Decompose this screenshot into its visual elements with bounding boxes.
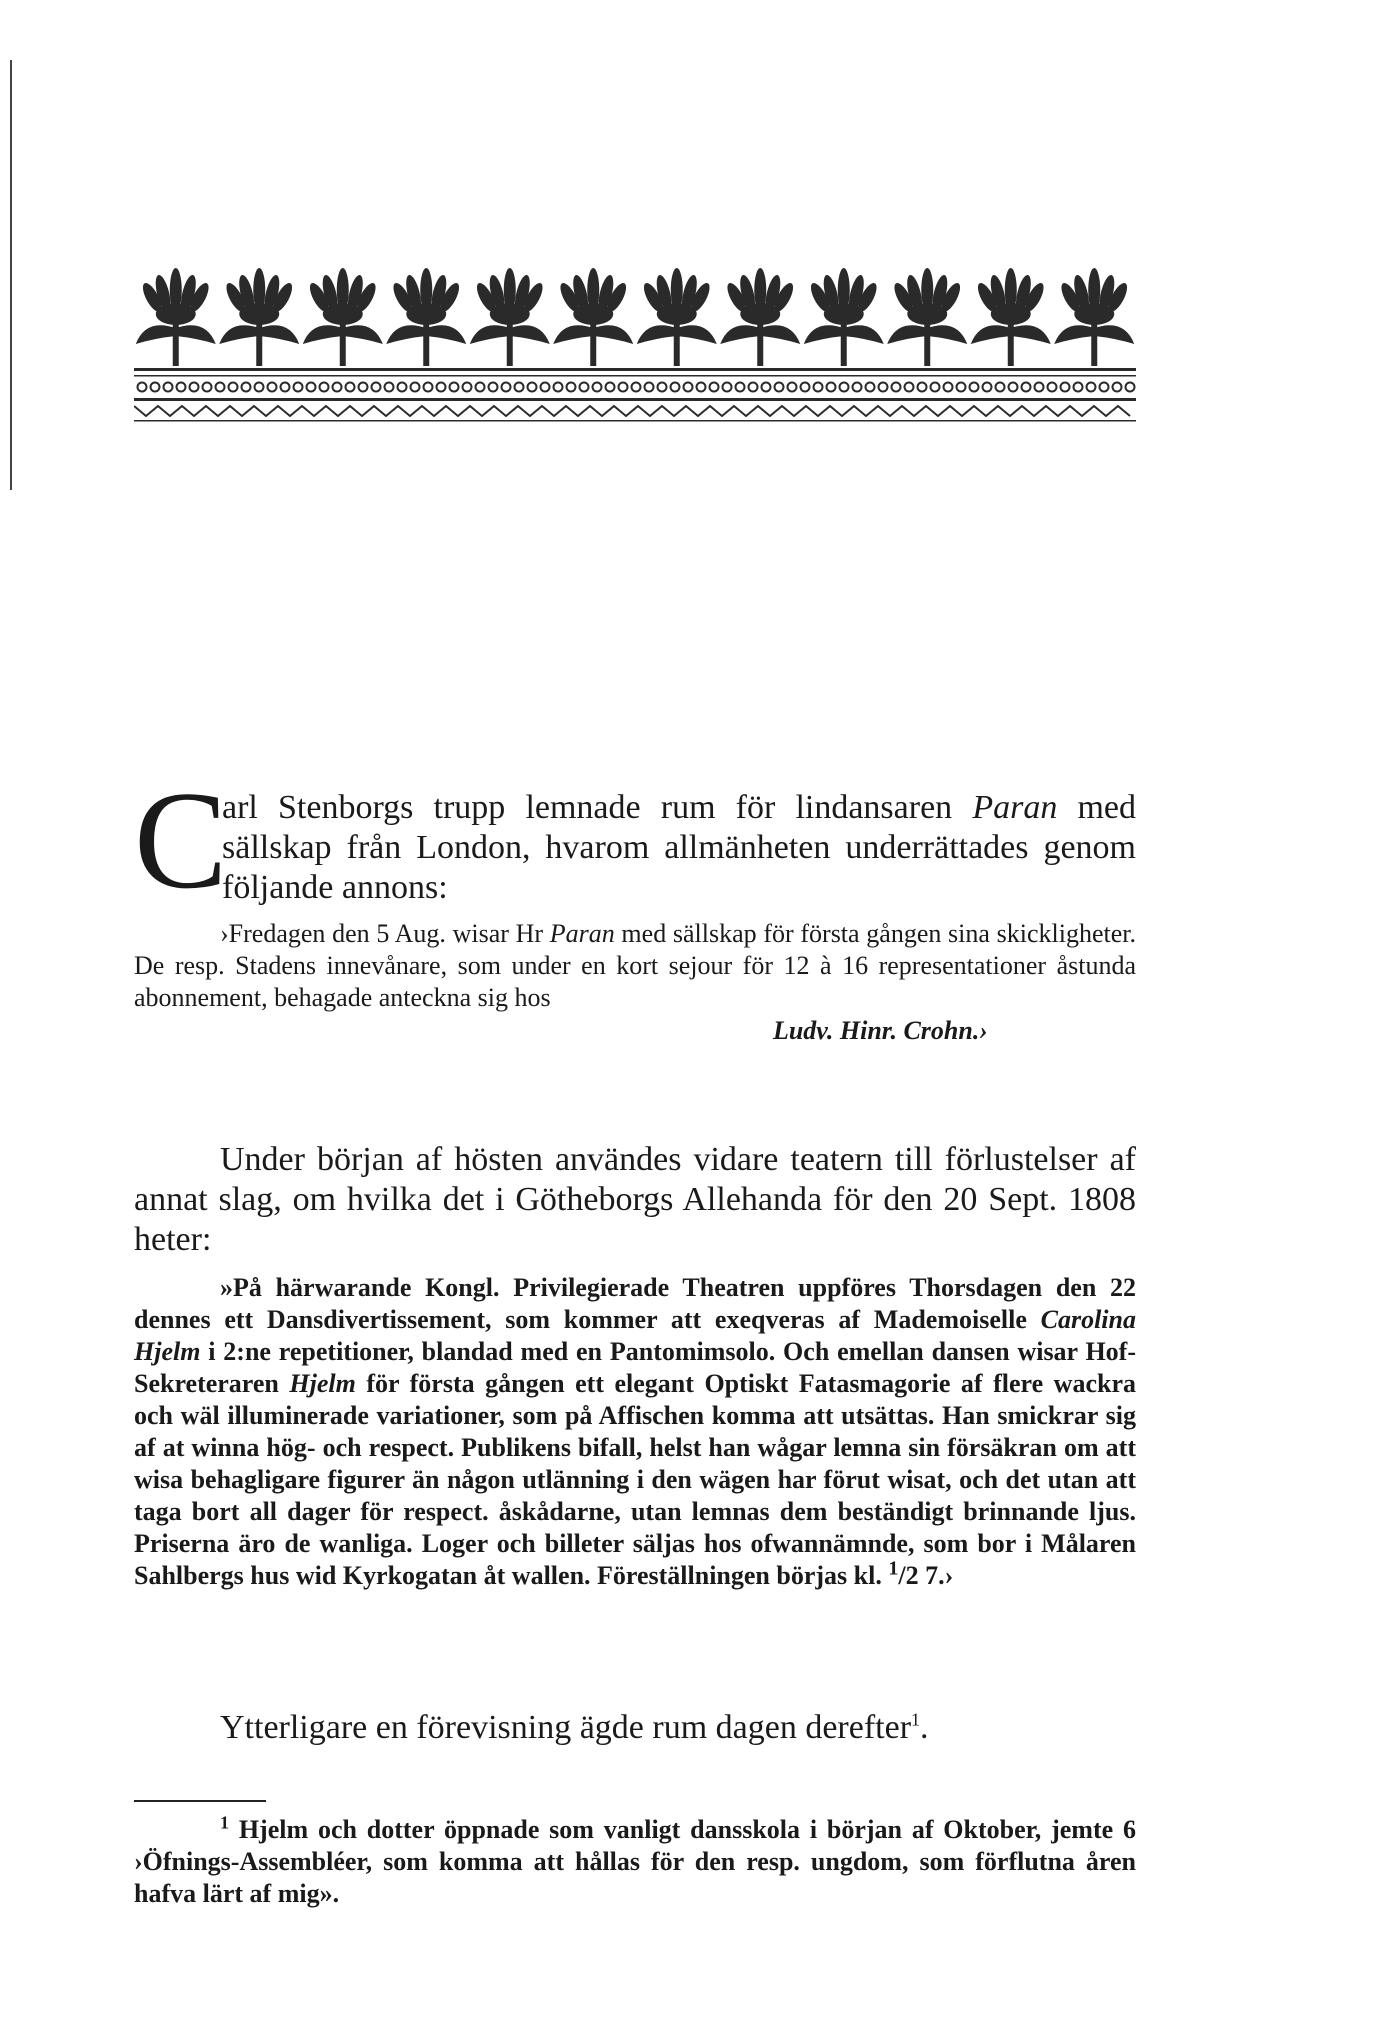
footnote: $^1$ Hjelm och dotter öppnade som vanligt dansskola i början af Oktober, jemte 6 ›Öfnings-Assembléer, som komma att hållas för den resp. ungdom, som förflutna åren hafva lärt af mig». [134, 1812, 1136, 1908]
flower-motif [887, 268, 967, 366]
flower-motif [386, 268, 466, 366]
flower-motif [637, 268, 717, 366]
flower-motif [303, 268, 383, 366]
flower-motif [470, 268, 550, 366]
footnote-reference[interactable]: 1 [911, 1709, 921, 1730]
name-paran-quote: Paran [549, 919, 615, 948]
name-carolina-hjelm: Carolina Hjelm [134, 1305, 1136, 1366]
flower-motif [971, 268, 1051, 366]
name-hjelm: Hjelm [289, 1369, 356, 1398]
flower-motif [1054, 268, 1134, 366]
paragraph-final: Ytterligare en förevisning ägde rum dagen derefter$^1$. [220, 1709, 929, 1746]
annons-signature: Ludv. Hinr. Crohn.› [772, 1016, 988, 1045]
flower-motif [804, 268, 884, 366]
flower-motif [720, 268, 800, 366]
footnote-mark: 1 [220, 1812, 229, 1833]
drop-cap-letter: C [134, 763, 228, 918]
flower-motif [553, 268, 633, 366]
page-edge-rule [10, 60, 12, 490]
annons-quote: ›Fredagen den 5 Aug. wisar Hr Paran med sällskap för första gången sina skickligheter. De resp. Stadens innevånare, som under en kort sejour för 12 à 16 representationer åstunda abonnement, behagade anteckna sig hos Ludv. Hinr. Crohn.› [134, 918, 1136, 1048]
decorative-header-ornament [134, 248, 1136, 438]
opening-paragraph: C arl Stenborgs trupp lemnade rum för lindansaren Paran med sällskap från London, hvarom allmänheten underrättades genom följande annons: [134, 763, 1136, 918]
flower-motif [219, 268, 299, 366]
footnote-divider [134, 1800, 266, 1802]
paragraph-autumn: Under början af hösten användes vidare teatern till förlustelser af annat slag, om hvilka det i Götheborgs Allehanda för den 20 Sept. 1808 heter: [134, 1141, 1136, 1258]
allehanda-quote: »På härwarande Kongl. Privilegierade Theatren uppföres Thorsdagen den 22 dennes ett Dansdivertissement, som kommer att exeqveras af Mademoiselle Carolina Hjelm i 2:ne repetitioner, blandad med en Pantomimsolo. Och emellan dansen wisar Hof-Sekreteraren Hjelm för första gången ett elegant Optiskt Fatasmagorie af flere wackra och wäl illuminerade variationer, som på Affischen komma att utsättas. Han smickrar sig af at winna hög- och respect. Publikens bifall, helst han wågar lemna sin försäkran om att wisa behagligare figurer än någon utlänning i den wägen har förut wisat, och det utan att taga bort all dager för respect. åskådarne, utan lemnas dem beständigt brinnande ljus. Priserna äro de wanliga. Loger och billeter säljas hos ofwannämnde, som bor i Målaren Sahlbergs hus wid Kyrkogatan åt wallen. Föreställningen börjas kl. $^1$/2 7.› [134, 1273, 1136, 1590]
name-paran: Paran [972, 789, 1058, 826]
flower-motif [136, 268, 216, 366]
